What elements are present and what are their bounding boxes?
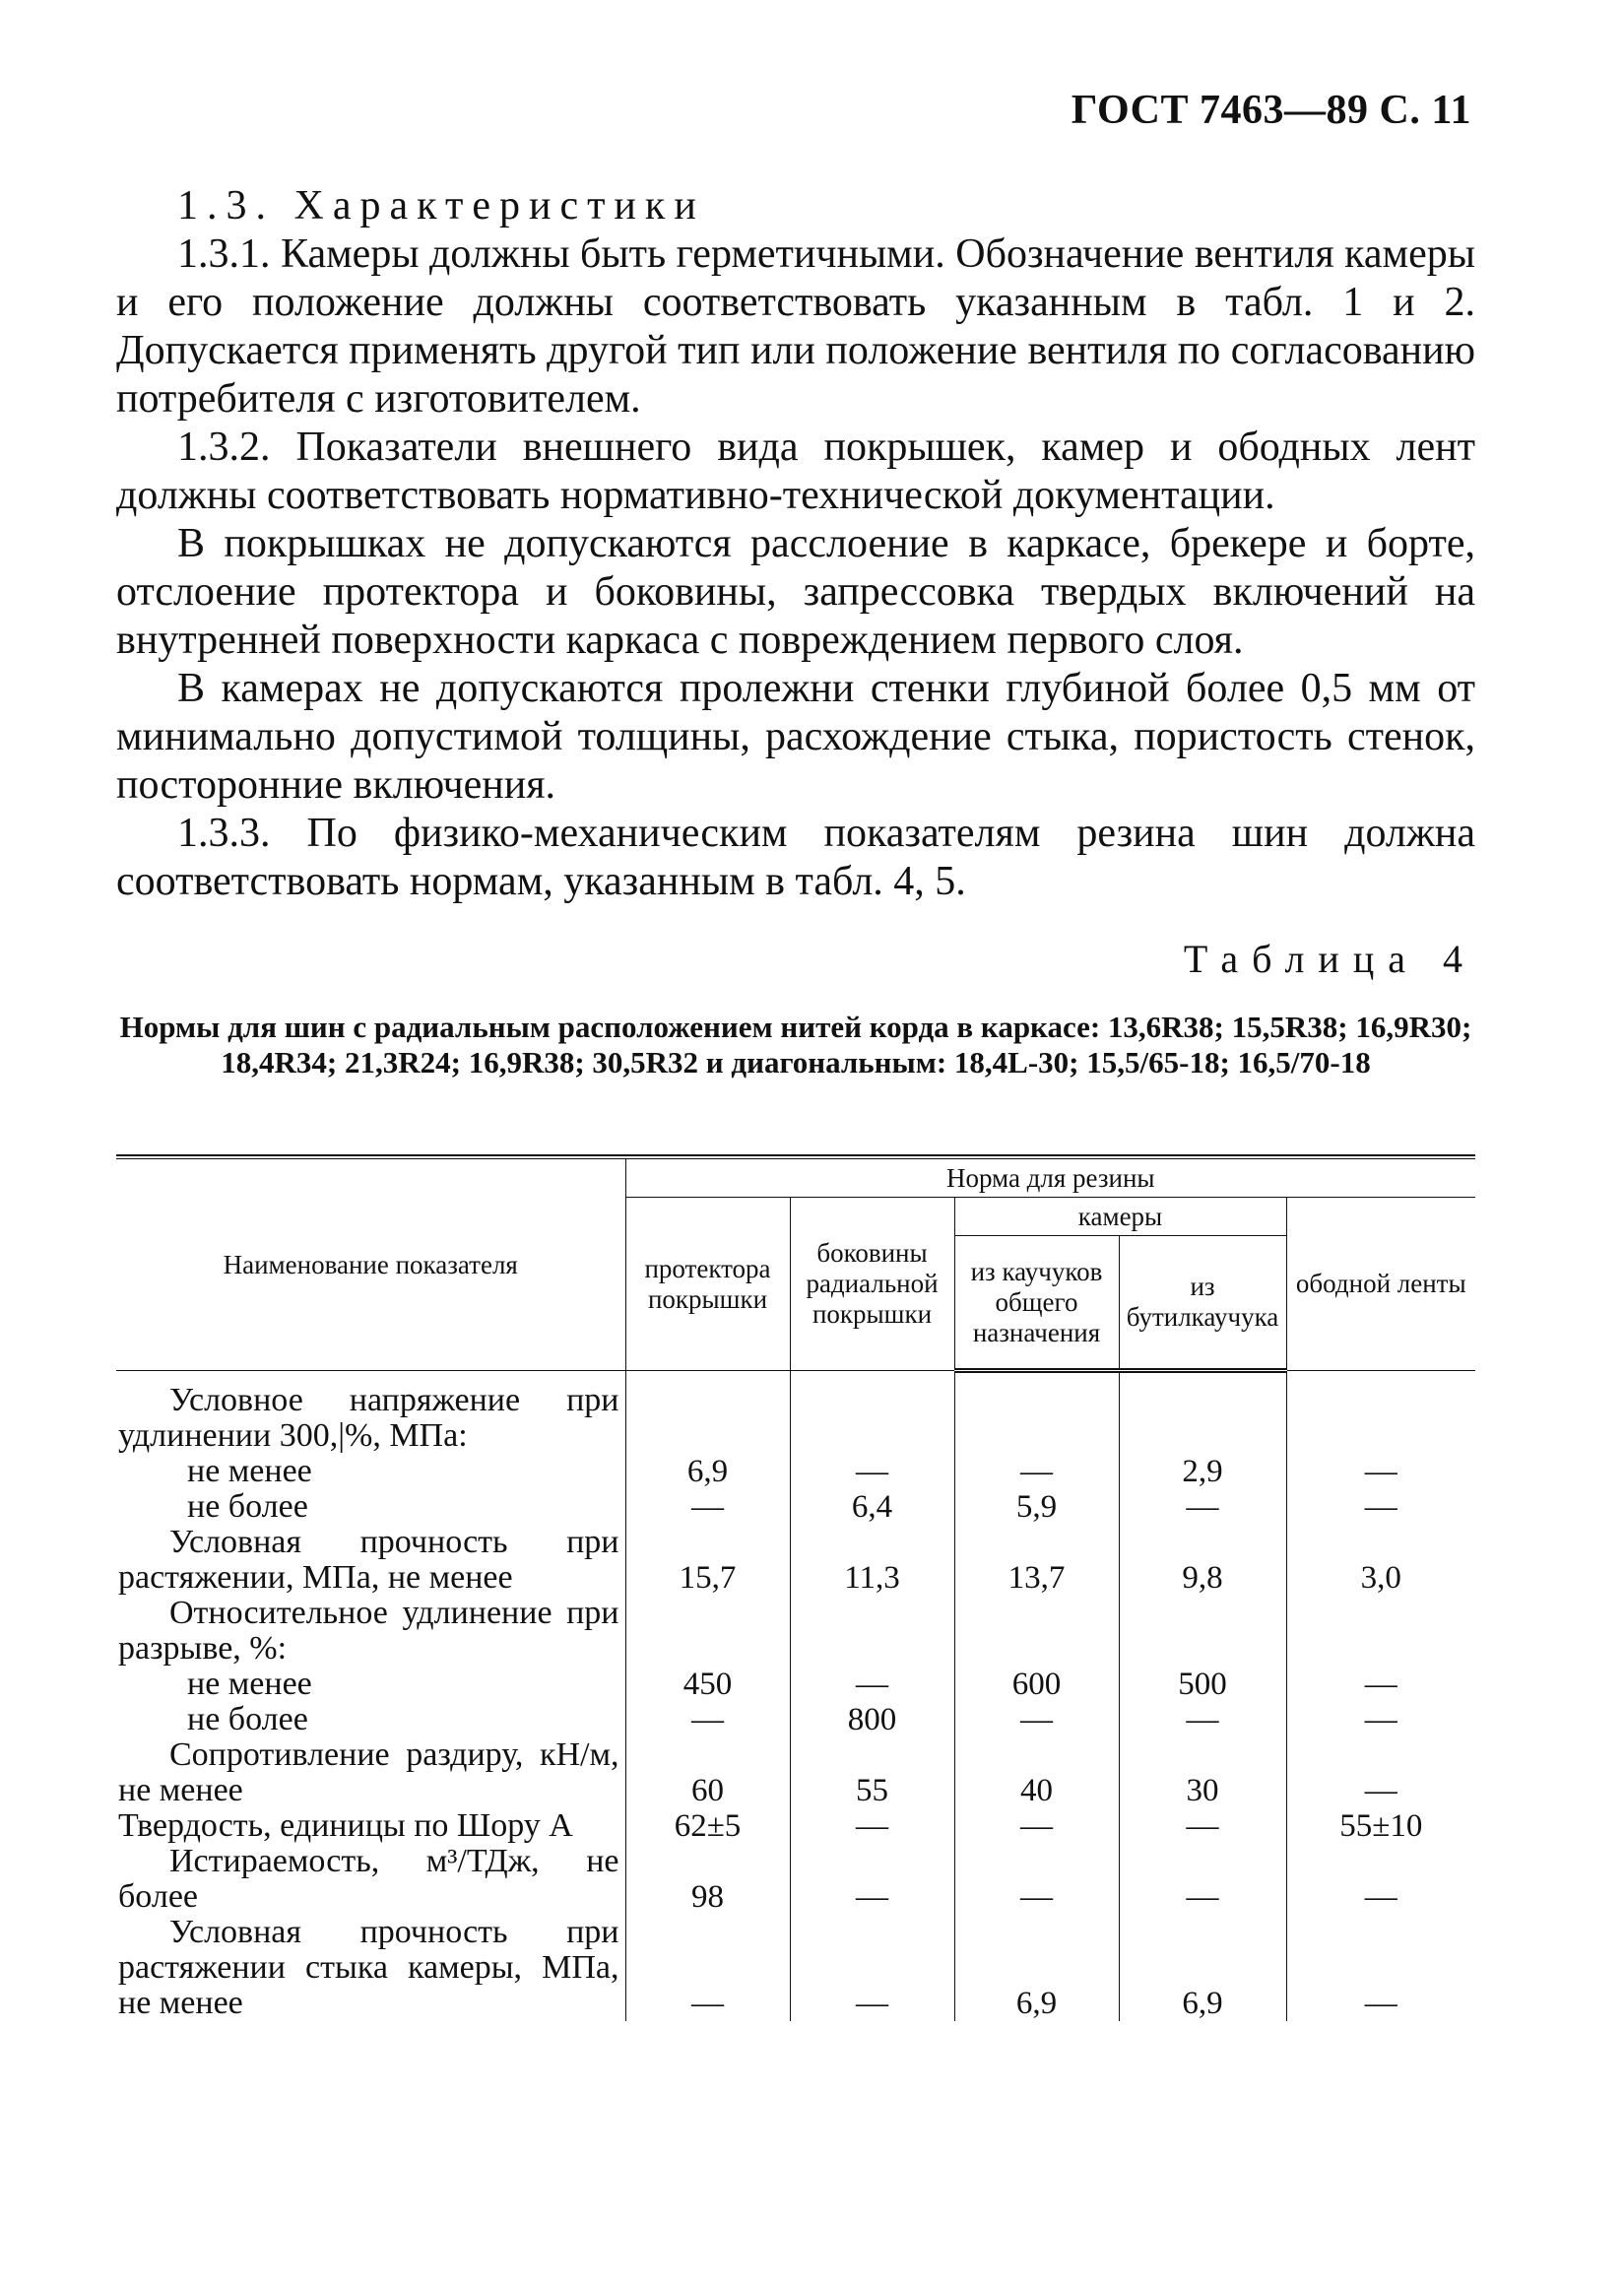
norm-value [954,1383,1119,1454]
page-header: ГОСТ 7463—89 С. 11 [1071,88,1471,133]
norms-table [116,1158,1475,2021]
norm-value: — [1286,1702,1475,1737]
table-title: Нормы для шин с радиальным расположением нитей корда в каркасе: 13,6R38; 15,5R38; 16,9R30; 18,4R34; 21,3R24; 16,9R38; 30,5R32 и диагональным: 18,4L-30; 15,5/65-18; 16,5/70-18 [119,1010,1472,1080]
indicator-name: Условное напряжение при удлинении 300,|%, МПа: [118,1382,619,1454]
norm-value: — [1286,1667,1475,1702]
indicator-name: Относительное удлинение при разрыве, %: [118,1595,619,1667]
header-sidewall: боковины радиальной покрышки [790,1198,954,1371]
table-row [116,1667,1475,1702]
norm-value: 9,8 [1119,1525,1286,1596]
norm-value: 30 [1119,1737,1286,1808]
table-row [116,1383,1475,1454]
table-row [116,1915,1475,2021]
norm-value [1286,1383,1475,1454]
norm-value: 55 [790,1737,954,1808]
norm-value [790,1596,954,1667]
indicator-name: Условная прочность при растяжении стыка камеры, МПа, не менее [118,1914,619,2021]
table-row [116,1454,1475,1489]
table-row [116,1525,1475,1596]
norm-value: — [1119,1489,1286,1525]
norm-value: 2,9 [1119,1454,1286,1489]
norm-value: 3,0 [1286,1525,1475,1596]
norm-value: 6,9 [954,1915,1119,2021]
norm-value: — [954,1702,1119,1737]
indicator-name: не более [187,1488,308,1525]
table-top-rule [116,1154,1475,1156]
indicator-name: Условная прочность при растяжении, МПа, не менее [118,1524,619,1596]
norm-value: 6,9 [1119,1915,1286,2021]
norm-value: 600 [954,1667,1119,1702]
norm-value [790,1383,954,1454]
norm-value [625,1383,790,1454]
norm-value: — [1286,1844,1475,1915]
norm-value: 13,7 [954,1525,1119,1596]
norm-value: — [1286,1737,1475,1808]
norm-value: 11,3 [790,1525,954,1596]
norm-value: — [1286,1489,1475,1525]
indicator-name: не менее [187,1666,312,1702]
indicator-name: Истираемость, м³/ТДж, не более [118,1843,619,1915]
norm-value: 6,9 [625,1454,790,1489]
paragraph-tube-defects: В камерах не допускаются пролежни стенки глубиной более 0,5 мм от минимально допустимой толщины, расхождение стыка, пористость стенок, посторонние включения. [116,666,1475,808]
norm-value: — [790,1454,954,1489]
norm-value: — [1286,1915,1475,2021]
table-label: Таблица 4 [1183,937,1476,981]
norm-value: 40 [954,1737,1119,1808]
body-text [116,182,1475,906]
header-general-rubber: из каучуков общего назначения [954,1236,1119,1371]
norm-value: — [954,1454,1119,1489]
norm-value: 62±5 [625,1808,790,1844]
header-indicator-name: Наименование показателя [116,1159,625,1371]
norm-value: 15,7 [625,1525,790,1596]
norm-value: — [1286,1454,1475,1489]
table-row [116,1808,1475,1844]
paragraph-1-3-3: 1.3.3. По физико-механическим показателям резина шин должна соответствовать нормам, указанным в табл. 4, 5. [116,811,1475,904]
norm-value: — [625,1702,790,1737]
header-tread: протектора покрышки [625,1198,790,1371]
norm-value: — [790,1915,954,2021]
table-row [116,1596,1475,1667]
norm-value: 450 [625,1667,790,1702]
paragraph-1-3-1: 1.3.1. Камеры должны быть герметичными. Обозначение вентиля камеры и его положение должны соответствовать указанным в табл. 1 и 2. Допускается применять другой тип или положение вентиля по согласованию потребителя с изготовителем. [116,231,1475,422]
norm-value [1286,1596,1475,1667]
norm-value: 55±10 [1286,1808,1475,1844]
paragraph-tire-defects: В покрышках не допускаются расслоение в каркасе, брекере и борте, отслоение протектора и боковины, запрессовка твердых включений на внутренней поверхности каркаса с повреждением первого слоя. [116,521,1475,663]
header-butyl: из бутилкаучука [1119,1236,1286,1371]
norm-value [1119,1383,1286,1454]
norm-value: — [1119,1702,1286,1737]
norm-value: — [1119,1808,1286,1844]
indicator-name: Сопротивление раздиру, кН/м, не менее [118,1736,619,1808]
norm-value [954,1596,1119,1667]
table-row [116,1702,1475,1737]
norm-value: 60 [625,1737,790,1808]
header-tube: камеры [954,1198,1286,1236]
table-row [116,1489,1475,1525]
norm-value: — [1119,1844,1286,1915]
norm-value: — [954,1808,1119,1844]
norm-value: — [954,1844,1119,1915]
norm-value [1119,1596,1286,1667]
norm-value: — [625,1915,790,2021]
table-row [116,1844,1475,1915]
indicator-name: не менее [187,1453,312,1489]
indicator-name: Твердость, единицы по Шору А [118,1807,573,1844]
norm-value: 6,4 [790,1489,954,1525]
norm-value: — [790,1667,954,1702]
norm-value: 98 [625,1844,790,1915]
table-row [116,1737,1475,1808]
norm-value: — [790,1844,954,1915]
norm-value: — [790,1808,954,1844]
norm-value: — [625,1489,790,1525]
norm-value: 5,9 [954,1489,1119,1525]
norm-value: 500 [1119,1667,1286,1702]
indicator-name: не более [187,1701,308,1737]
section-title: 1.3. Характеристики [177,183,705,229]
header-rim-tape: ободной ленты [1286,1198,1475,1371]
norm-value: 800 [790,1702,954,1737]
norms-table-body [116,1371,1475,2022]
paragraph-1-3-2: 1.3.2. Показатели внешнего вида покрышек, камер и ободных лент должны соответствовать нормативно-технической документации. [116,425,1475,518]
norm-value [625,1596,790,1667]
header-rubber-norm: Норма для резины [625,1159,1475,1198]
